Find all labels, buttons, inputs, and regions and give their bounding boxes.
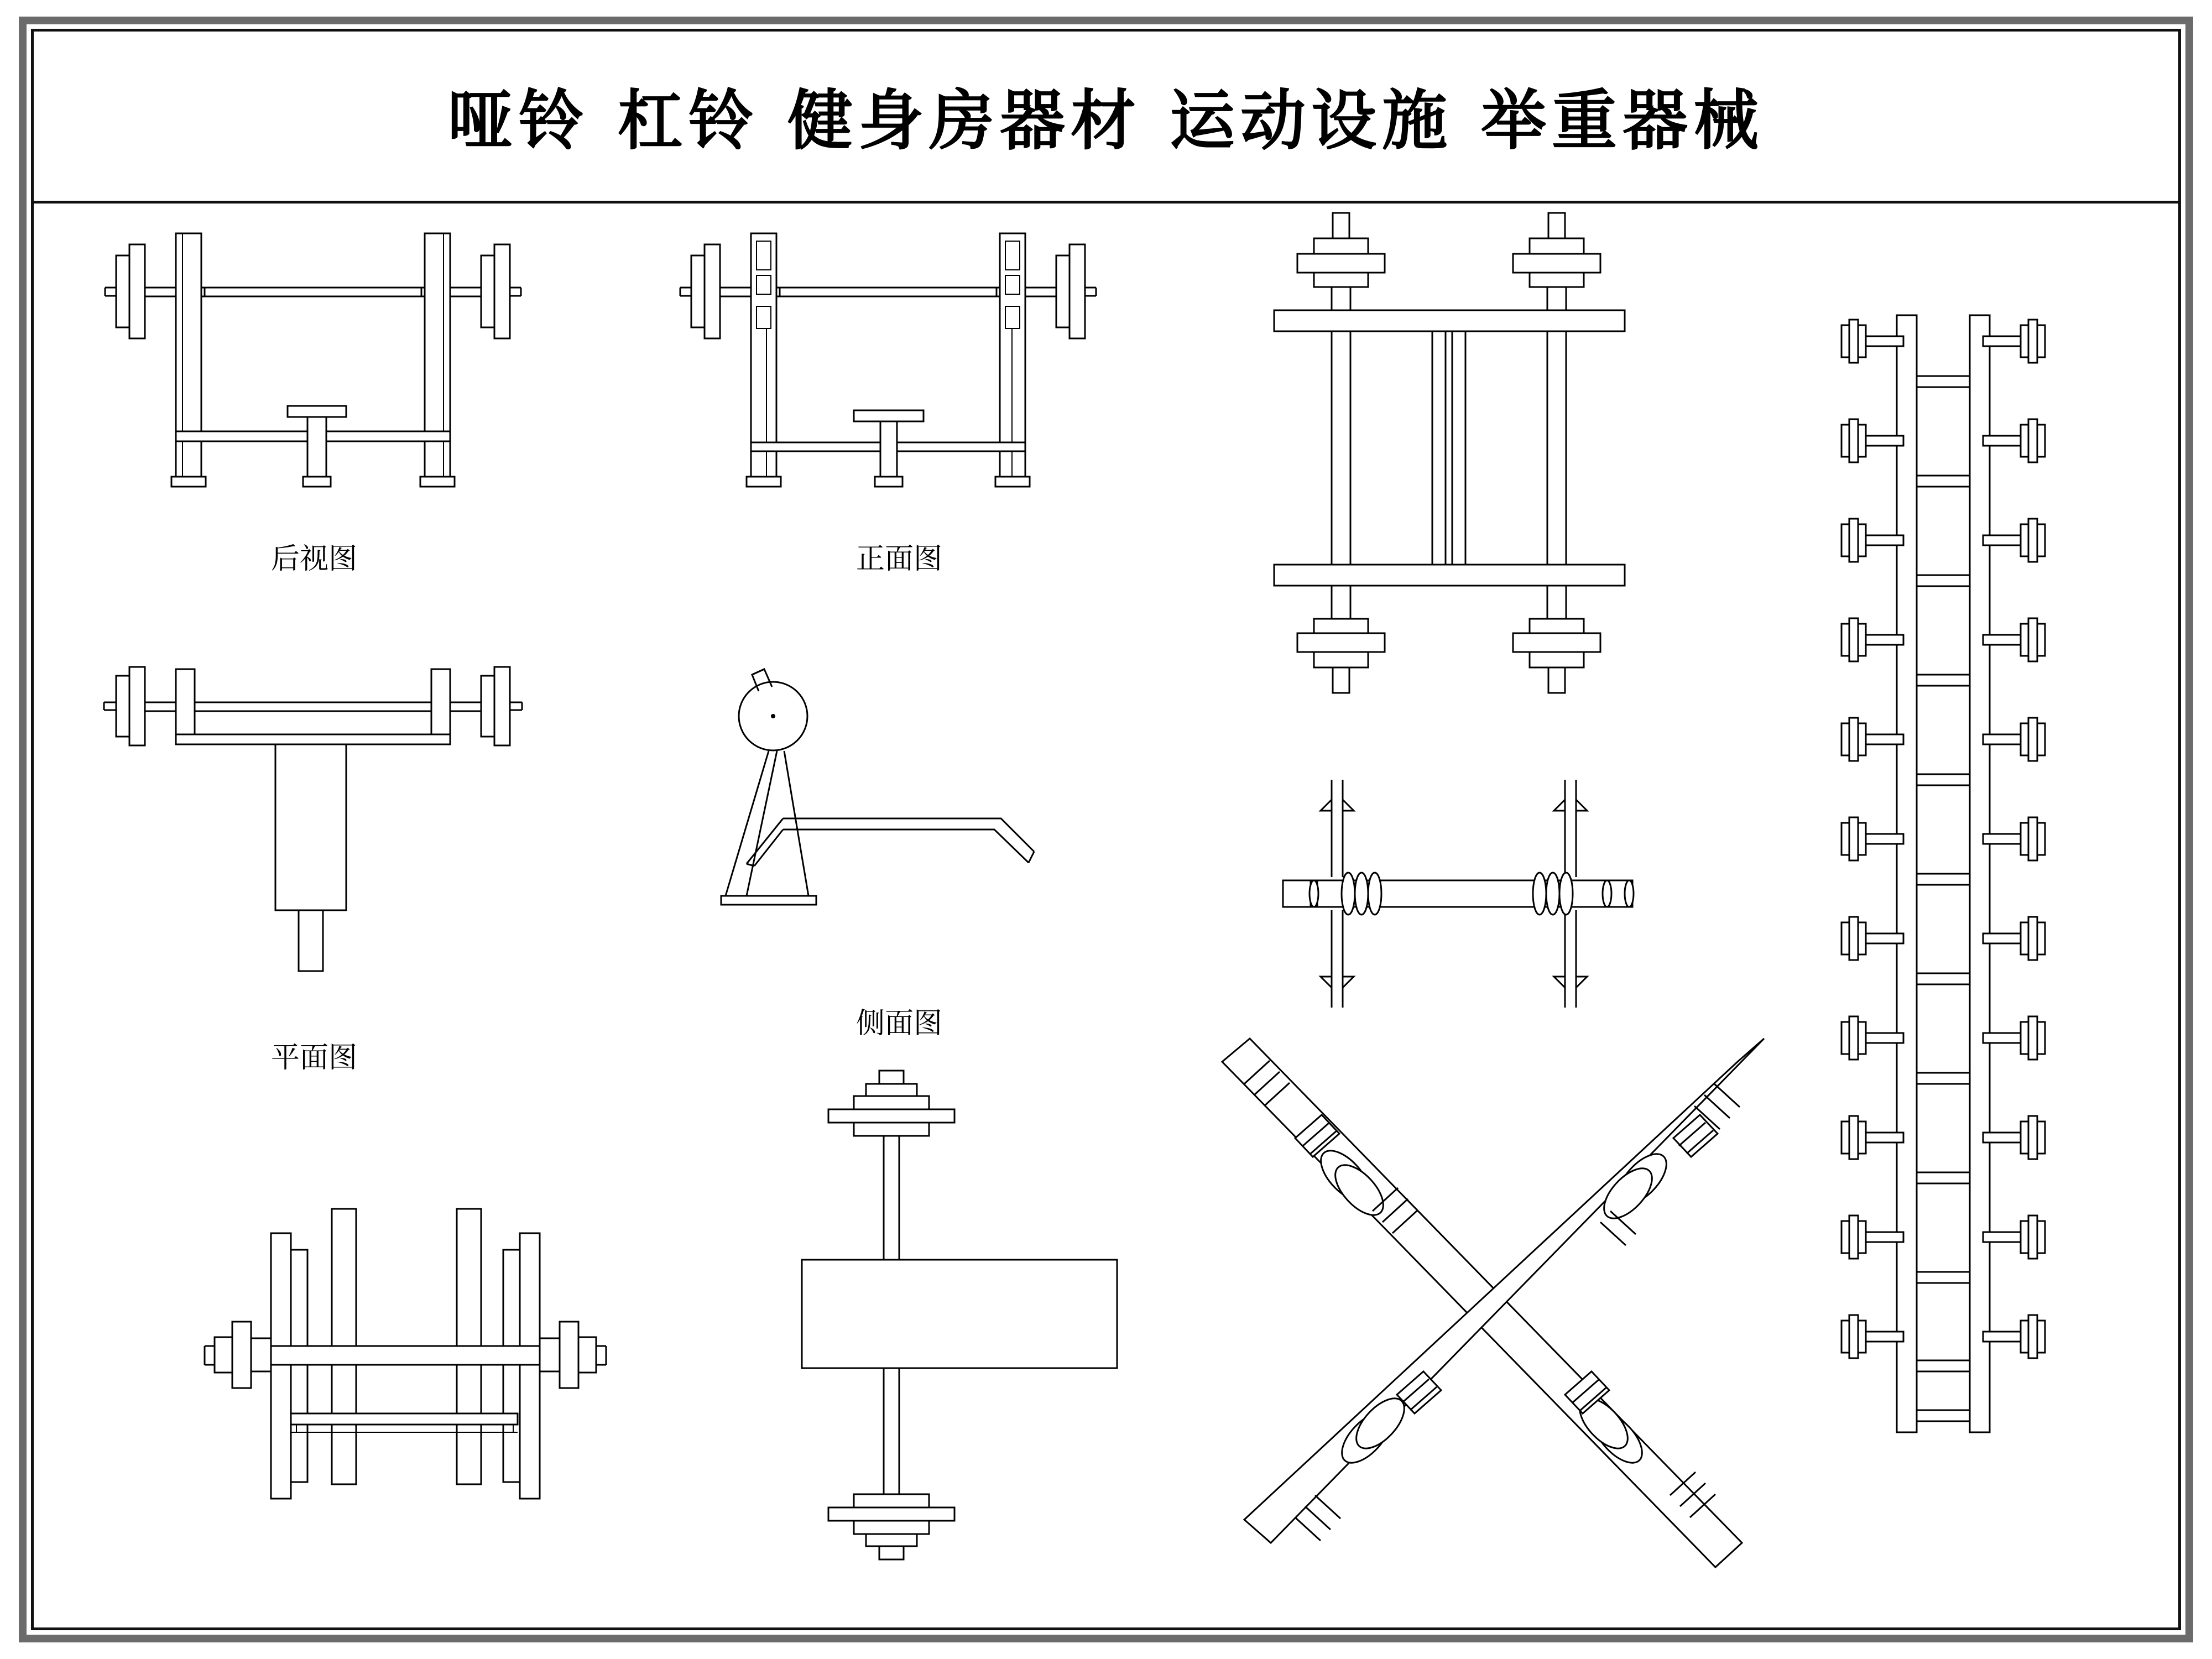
drawing-barbell-vertical (796, 1062, 1183, 1576)
drawing-incline-bench-side (713, 653, 1112, 962)
drawing-bench-press-plan (94, 647, 581, 990)
drawing-dumbbell-rack-column (1819, 310, 2068, 1443)
caption-front-view: 正面图 (856, 542, 943, 576)
caption-plan-view: 平面图 (271, 1041, 358, 1074)
drawing-dumbbell-pair-plan (1272, 207, 1692, 711)
drawing-dumbbell-pair-detail (1277, 774, 1698, 1018)
caption-rear-view: 后视图 (271, 542, 358, 576)
title-block (31, 29, 2181, 204)
caption-side-view: 侧面图 (856, 1007, 943, 1040)
drawing-crossed-barbells (1200, 1029, 1786, 1598)
page-title: 哑铃 杠铃 健身房器材 运动设施 举重器械 (447, 82, 1765, 159)
drawing-barbell-bench-plan (100, 1156, 719, 1532)
drawing-bench-press-rear (94, 210, 581, 520)
drawing-bench-press-front (669, 210, 1156, 520)
